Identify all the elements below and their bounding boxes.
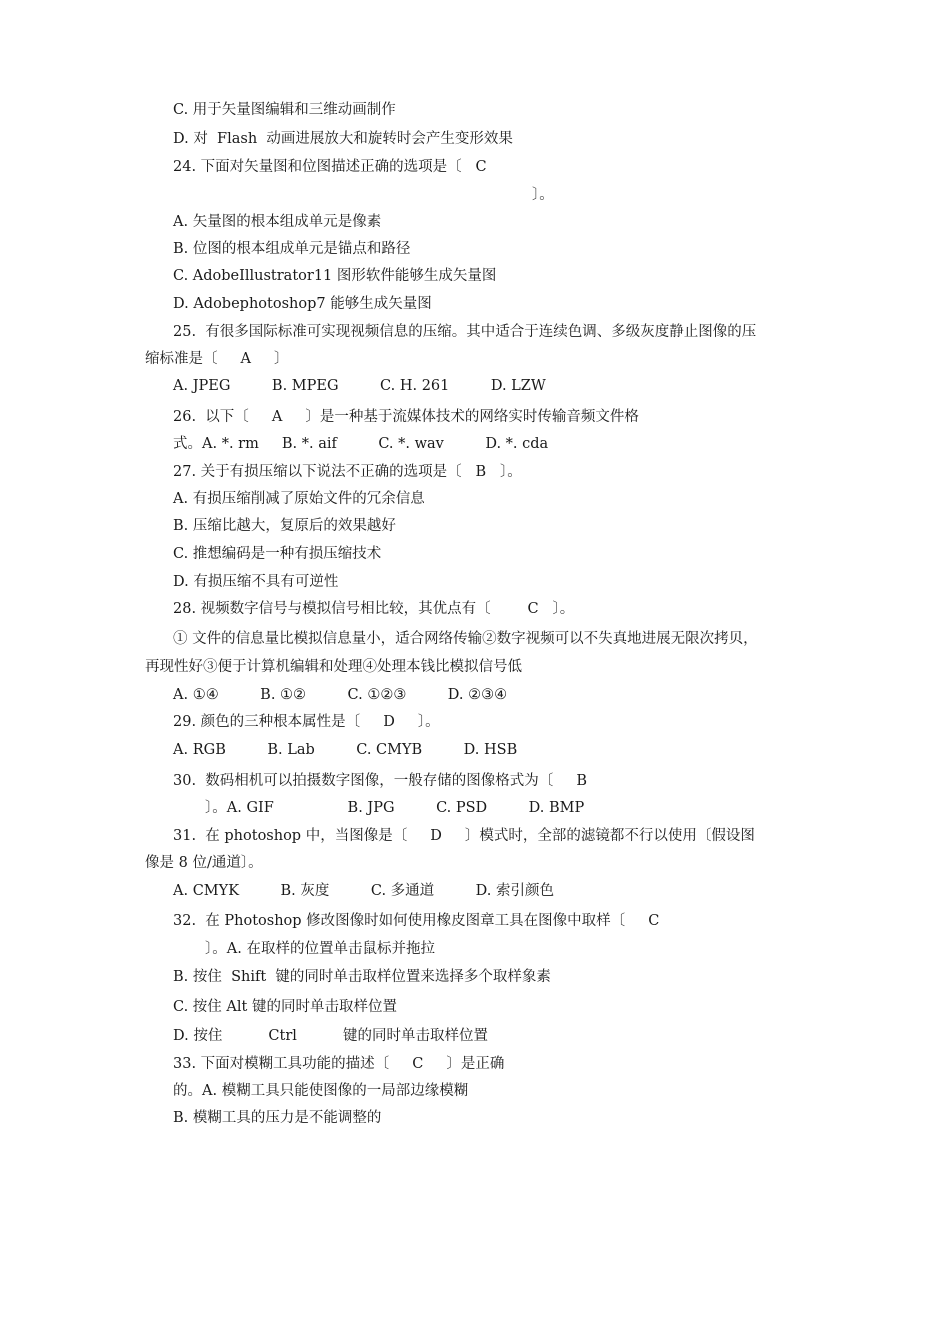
text-line: B. 模糊工具的压力是不能调整的 xyxy=(173,1110,382,1126)
text-line: B. 压缩比越大，复原后的效果越好 xyxy=(173,518,396,534)
text-line: B. 位图的根本组成单元是锚点和路径 xyxy=(173,241,411,257)
text-line: C. 按住 Alt 键的同时单击取样位置 xyxy=(173,999,397,1015)
text-line: C. AdobeIllustrator11 图形软件能够生成矢量图 xyxy=(173,268,497,284)
text-line: A. RGB B. Lab C. CMYB D. HSB xyxy=(173,742,518,758)
text-line: 25. 有很多国际标准可实现视频信息的压缩。其中适合于连续色调、多级灰度静止图像的压 xyxy=(173,324,757,340)
text-line: 33. 下面对模糊工具功能的描述〔 C 〕是正确 xyxy=(173,1056,505,1072)
text-line: A. ①④ B. ①② C. ①②③ D. ②③④ xyxy=(173,687,508,703)
text-line: A. JPEG B. MPEG C. H. 261 D. LZW xyxy=(173,378,546,394)
text-line: 24. 下面对矢量图和位图描述正确的选项是〔 C xyxy=(173,159,487,175)
text-line: 像是 8 位/通道〕。 xyxy=(145,855,263,871)
text-line: 26. 以下〔 A 〕是一种基于流媒体技术的网络实时传输音频文件格 xyxy=(173,409,639,425)
text-line: A. CMYK B. 灰度 C. 多通道 D. 索引颜色 xyxy=(173,883,554,899)
text-line: B. 按住 Shift 键的同时单击取样位置来选择多个取样象素 xyxy=(173,969,551,985)
text-line: D. 对 Flash 动画进展放大和旋转时会产生变形效果 xyxy=(173,131,513,147)
text-line: 27. 关于有损压缩以下说法不正确的选项是〔 B 〕。 xyxy=(173,464,522,480)
text-line: 〕。A. GIF B. JPG C. PSD D. BMP xyxy=(205,800,585,816)
text-line: A. 有损压缩削减了原始文件的冗余信息 xyxy=(173,491,425,507)
text-line: 〕。 xyxy=(532,187,554,203)
text-line: 29. 颜色的三种根本属性是〔 D 〕。 xyxy=(173,714,440,730)
text-line: 的。A. 模糊工具只能使图像的一局部边缘模糊 xyxy=(173,1083,469,1099)
text-line: 缩标准是〔 A 〕 xyxy=(145,351,289,367)
text-line: D. Adobephotoshop7 能够生成矢量图 xyxy=(173,296,432,312)
text-line: 30. 数码相机可以拍摄数字图像，一般存储的图像格式为〔 B xyxy=(173,773,587,789)
text-line: C. 用于矢量图编辑和三维动画制作 xyxy=(173,102,396,118)
text-line: D. 按住 Ctrl 键的同时单击取样位置 xyxy=(173,1028,488,1044)
text-line: 式。A. *. rm B. *. aif C. *. wav D. *. cda xyxy=(173,436,549,452)
text-line: C. 推想编码是一种有损压缩技术 xyxy=(173,546,382,562)
text-line: 32. 在 Photoshop 修改图像时如何使用橡皮图章工具在图像中取样〔 C xyxy=(173,913,660,929)
text-line: 再现性好③便于计算机编辑和处理④处理本钱比模拟信号低 xyxy=(145,659,522,675)
text-line: 31. 在 photoshop 中，当图像是〔 D 〕模式时，全部的滤镜都不行以使用〔假设图 xyxy=(173,828,755,844)
text-line: D. 有损压缩不具有可逆性 xyxy=(173,574,339,590)
text-line: A. 矢量图的根本组成单元是像素 xyxy=(173,214,382,230)
text-line: 〕。A. 在取样的位置单击鼠标并拖拉 xyxy=(205,941,435,957)
text-line: 28. 视频数字信号与模拟信号相比较，其优点有〔 C 〕。 xyxy=(173,601,575,617)
text-line: ① 文件的信息量比模拟信息量小，适合网络传输②数字视频可以不失真地进展无限次拷贝， xyxy=(173,631,758,647)
